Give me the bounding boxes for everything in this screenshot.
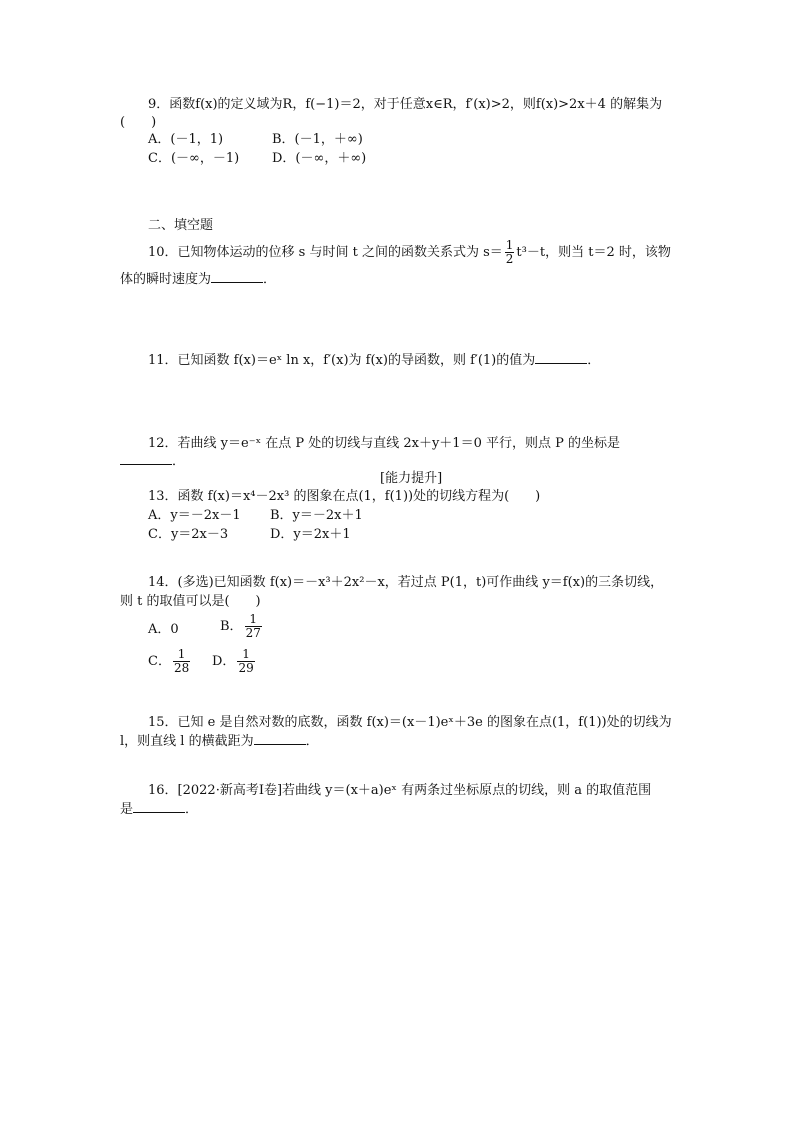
q14-option-b-fraction (245, 613, 262, 640)
q11-stem: 11．已知函数 f(x)＝eˣ ln x，f′(x)为 f(x)的导函数，则 f′(1)的值为 (148, 353, 536, 368)
q15-answer-blank[interactable] (254, 733, 306, 745)
q16-end: ． (185, 802, 199, 817)
q10-line2 (120, 271, 276, 288)
q11-answer-blank[interactable] (535, 352, 587, 364)
q9-option-c: C．(－∞，－1) (148, 151, 240, 166)
q13-stem: 13．函数 f(x)＝x⁴－2x³ 的图象在点(1，f(1))处的切线方程为( ) (148, 489, 541, 504)
q16-answer-blank[interactable] (133, 801, 185, 813)
q14-option-b-num: 1 (245, 613, 262, 627)
q14-option-c-num: 1 (173, 648, 190, 662)
q14-option-d-fraction (237, 648, 254, 675)
q10-line2-text: 体的瞬时速度为 (120, 272, 212, 287)
q14-option-a: A．0 (148, 622, 179, 637)
q10-frac-den: 2 (505, 252, 514, 266)
q15-line2 (120, 733, 319, 750)
q14-option-b-label: B． (220, 619, 243, 634)
q10-frac-num: 1 (505, 238, 514, 252)
q9-option-d: D．(－∞，＋∞) (272, 151, 367, 166)
q12-end: ． (172, 454, 186, 469)
q13-option-c: C．y＝2x－3 (148, 527, 229, 542)
q10-stem-post: t³－t，则当 t＝2 时，该物 (516, 245, 671, 260)
q12-line2 (120, 453, 185, 470)
q11-end: ． (587, 353, 601, 368)
section-title-ability: [能力提升] (380, 471, 443, 486)
q10-stem (148, 238, 671, 268)
q14-option-c (148, 647, 192, 677)
q14-stem: 14．(多选)已知函数 f(x)＝－x³＋2x²－x，若过点 P(1，t)可作曲线 y＝f(x)的三条切线， (148, 575, 664, 590)
q14-option-c-label: C． (148, 654, 171, 669)
section-title-fill-blank: 二、填空题 (148, 218, 214, 233)
q9-stem: 9．函数f(x)的定义域为R，f(−1)＝2，对于任意x∈R，f′(x)>2，则f(x)>2x＋4 的解集为 (148, 97, 663, 112)
q14-option-d (212, 647, 257, 677)
q13-option-b: B．y＝－2x＋1 (270, 508, 363, 523)
q15-line2-text: l，则直线 l 的横截距为 (120, 734, 254, 749)
q12-answer-blank[interactable] (120, 453, 172, 465)
q9-paren: ( ) (120, 115, 157, 130)
q11-stem-line (148, 352, 600, 369)
q15-end: ． (305, 734, 319, 749)
q16-line2 (120, 801, 198, 818)
q10-answer-blank[interactable] (211, 271, 263, 283)
q14-option-d-den: 29 (238, 661, 254, 675)
q10-end: ． (263, 272, 277, 287)
q16-stem: 16．[2022·新高考Ⅰ卷]若曲线 y＝(x＋a)eˣ 有两条过坐标原点的切线，则 a 的取值范围 (148, 783, 652, 798)
q10-stem-pre: 10．已知物体运动的位移 s 与时间 t 之间的函数关系式为 s＝ (148, 245, 503, 260)
q14-option-d-label: D． (212, 654, 236, 669)
q14-option-c-fraction (173, 648, 190, 675)
q10-fraction (505, 239, 515, 266)
q15-stem: 15．已知 e 是自然对数的底数，函数 f(x)＝(x－1)eˣ＋3e 的图象在点(1，f(1))处的切线为 (148, 715, 672, 730)
q13-option-a: A．y＝－2x－1 (148, 508, 241, 523)
q14-line2: 则 t 的取值可以是( ) (120, 594, 261, 609)
q14-option-b (220, 612, 264, 642)
q9-option-a: A．(－1，1) (148, 132, 224, 147)
q14-option-b-den: 27 (245, 626, 261, 640)
q12-stem: 12．若曲线 y＝e⁻ˣ 在点 P 处的切线与直线 2x＋y＋1＝0 平行，则点 P 的坐标是 (148, 436, 620, 451)
q16-line2-text: 是 (120, 802, 134, 817)
q9-option-b: B．(－1，＋∞) (272, 132, 363, 147)
q13-option-d: D．y＝2x＋1 (270, 527, 351, 542)
q14-option-d-num: 1 (237, 648, 254, 662)
q14-option-c-den: 28 (173, 661, 190, 675)
